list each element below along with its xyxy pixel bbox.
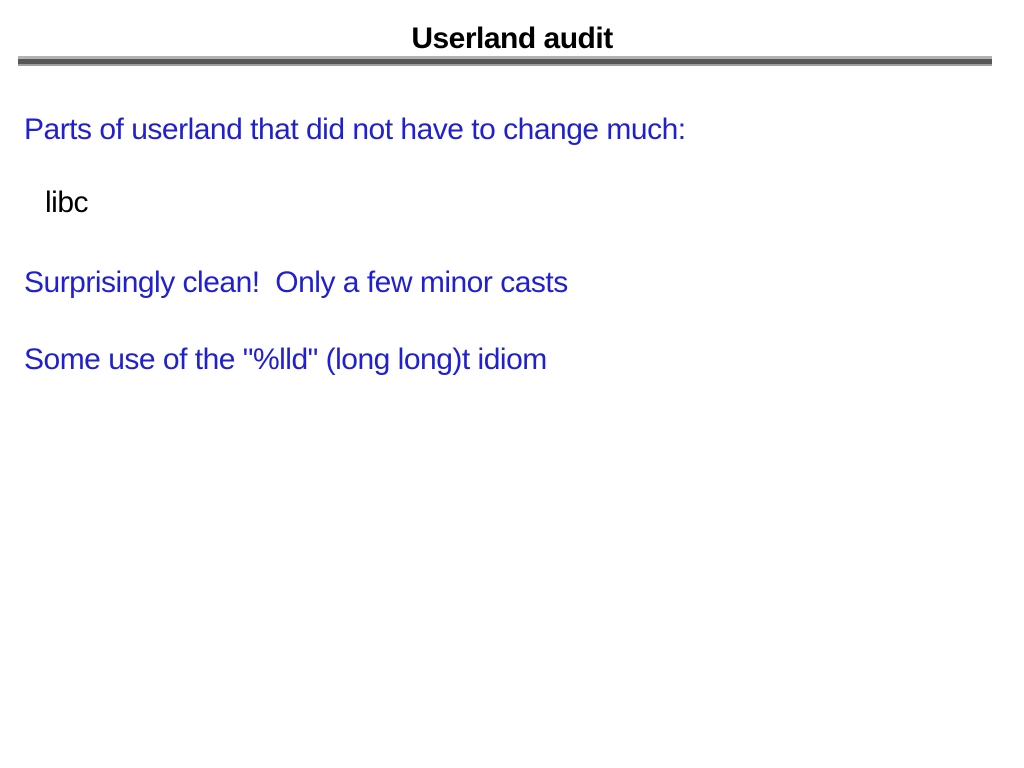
text-line-libc: libc [45, 186, 89, 219]
rule-shadow-band [18, 64, 992, 66]
slide-title: Userland audit [411, 22, 613, 55]
title-underline-rule [18, 56, 992, 66]
text-line-intro: Parts of userland that did not have to change much: [24, 113, 686, 146]
text-line-clean: Surprisingly clean! Only a few minor casts [24, 266, 568, 299]
text-line-lld-idiom: Some use of the "%lld" (long long)t idiom [24, 343, 547, 376]
